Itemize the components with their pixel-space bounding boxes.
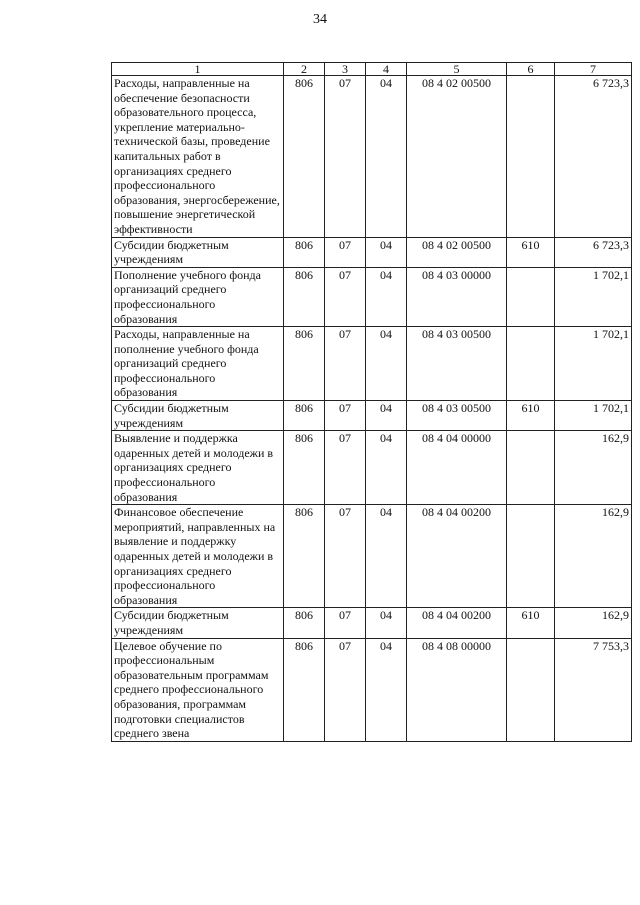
cell-expense-type <box>507 431 555 505</box>
cell-amount: 162,9 <box>555 608 632 638</box>
table-row <box>112 505 632 608</box>
table-row <box>112 431 632 505</box>
cell-target-article: 08 4 03 00000 <box>407 267 507 326</box>
header-col-2: 2 <box>284 63 325 76</box>
cell-expense-type: 610 <box>507 237 555 267</box>
header-col-1: 1 <box>112 63 284 76</box>
cell-expense-type <box>507 327 555 401</box>
cell-subsection: 04 <box>366 327 407 401</box>
cell-subsection: 04 <box>366 267 407 326</box>
cell-name: Расходы, направленные на обеспечение безопасности образовательного процесса, укрепление материально-технической базы, проведение капитальных работ в организациях среднего профессионального образования, энергосбережение, повышение энергетической эффективности <box>112 76 284 238</box>
table-row <box>112 401 632 431</box>
header-col-7: 7 <box>555 63 632 76</box>
cell-name: Пополнение учебного фонда организаций среднего профессионального образования <box>112 267 284 326</box>
table-row <box>112 267 632 326</box>
header-col-5: 5 <box>407 63 507 76</box>
table-row <box>112 76 632 238</box>
cell-expense-type <box>507 638 555 741</box>
cell-expense-type <box>507 505 555 608</box>
cell-target-article: 08 4 02 00500 <box>407 76 507 238</box>
cell-amount: 1 702,1 <box>555 327 632 401</box>
cell-section: 07 <box>325 237 366 267</box>
cell-name: Субсидии бюджетным учреждениям <box>112 401 284 431</box>
cell-ministry: 806 <box>284 638 325 741</box>
cell-ministry: 806 <box>284 608 325 638</box>
page-number: 34 <box>313 12 327 27</box>
table-row <box>112 327 632 401</box>
cell-name: Субсидии бюджетным учреждениям <box>112 237 284 267</box>
cell-ministry: 806 <box>284 327 325 401</box>
cell-target-article: 08 4 04 00200 <box>407 608 507 638</box>
cell-target-article: 08 4 03 00500 <box>407 401 507 431</box>
cell-target-article: 08 4 03 00500 <box>407 327 507 401</box>
cell-expense-type <box>507 76 555 238</box>
cell-amount: 6 723,3 <box>555 237 632 267</box>
cell-amount: 1 702,1 <box>555 401 632 431</box>
cell-section: 07 <box>325 401 366 431</box>
cell-section: 07 <box>325 76 366 238</box>
cell-section: 07 <box>325 505 366 608</box>
table-body <box>112 76 632 742</box>
cell-section: 07 <box>325 608 366 638</box>
cell-ministry: 806 <box>284 267 325 326</box>
header-col-6: 6 <box>507 63 555 76</box>
header-col-3: 3 <box>325 63 366 76</box>
cell-subsection: 04 <box>366 237 407 267</box>
cell-ministry: 806 <box>284 76 325 238</box>
cell-amount: 162,9 <box>555 505 632 608</box>
cell-ministry: 806 <box>284 401 325 431</box>
cell-target-article: 08 4 02 00500 <box>407 237 507 267</box>
cell-subsection: 04 <box>366 638 407 741</box>
cell-name: Расходы, направленные на пополнение учебного фонда организаций среднего профессионального образования <box>112 327 284 401</box>
cell-target-article: 08 4 08 00000 <box>407 638 507 741</box>
cell-name: Целевое обучение по профессиональным образовательным программам среднего профессионального образования, программам подготовки специалистов среднего звена <box>112 638 284 741</box>
cell-section: 07 <box>325 327 366 401</box>
cell-target-article: 08 4 04 00200 <box>407 505 507 608</box>
cell-section: 07 <box>325 267 366 326</box>
table-row <box>112 638 632 741</box>
cell-name: Субсидии бюджетным учреждениям <box>112 608 284 638</box>
table-row <box>112 237 632 267</box>
budget-table <box>111 62 632 742</box>
cell-subsection: 04 <box>366 505 407 608</box>
cell-ministry: 806 <box>284 505 325 608</box>
cell-ministry: 806 <box>284 431 325 505</box>
table-header-row <box>112 63 632 76</box>
cell-subsection: 04 <box>366 608 407 638</box>
cell-expense-type: 610 <box>507 608 555 638</box>
cell-ministry: 806 <box>284 237 325 267</box>
cell-target-article: 08 4 04 00000 <box>407 431 507 505</box>
table-row <box>112 608 632 638</box>
cell-subsection: 04 <box>366 76 407 238</box>
cell-subsection: 04 <box>366 401 407 431</box>
cell-name: Выявление и поддержка одаренных детей и молодежи в организациях среднего профессионального образования <box>112 431 284 505</box>
cell-expense-type <box>507 267 555 326</box>
cell-section: 07 <box>325 638 366 741</box>
cell-subsection: 04 <box>366 431 407 505</box>
cell-amount: 162,9 <box>555 431 632 505</box>
cell-amount: 1 702,1 <box>555 267 632 326</box>
header-col-4: 4 <box>366 63 407 76</box>
cell-name: Финансовое обеспечение мероприятий, направленных на выявление и поддержку одаренных детей и молодежи в организациях среднего профессионального образования <box>112 505 284 608</box>
cell-section: 07 <box>325 431 366 505</box>
cell-expense-type: 610 <box>507 401 555 431</box>
cell-amount: 7 753,3 <box>555 638 632 741</box>
cell-amount: 6 723,3 <box>555 76 632 238</box>
